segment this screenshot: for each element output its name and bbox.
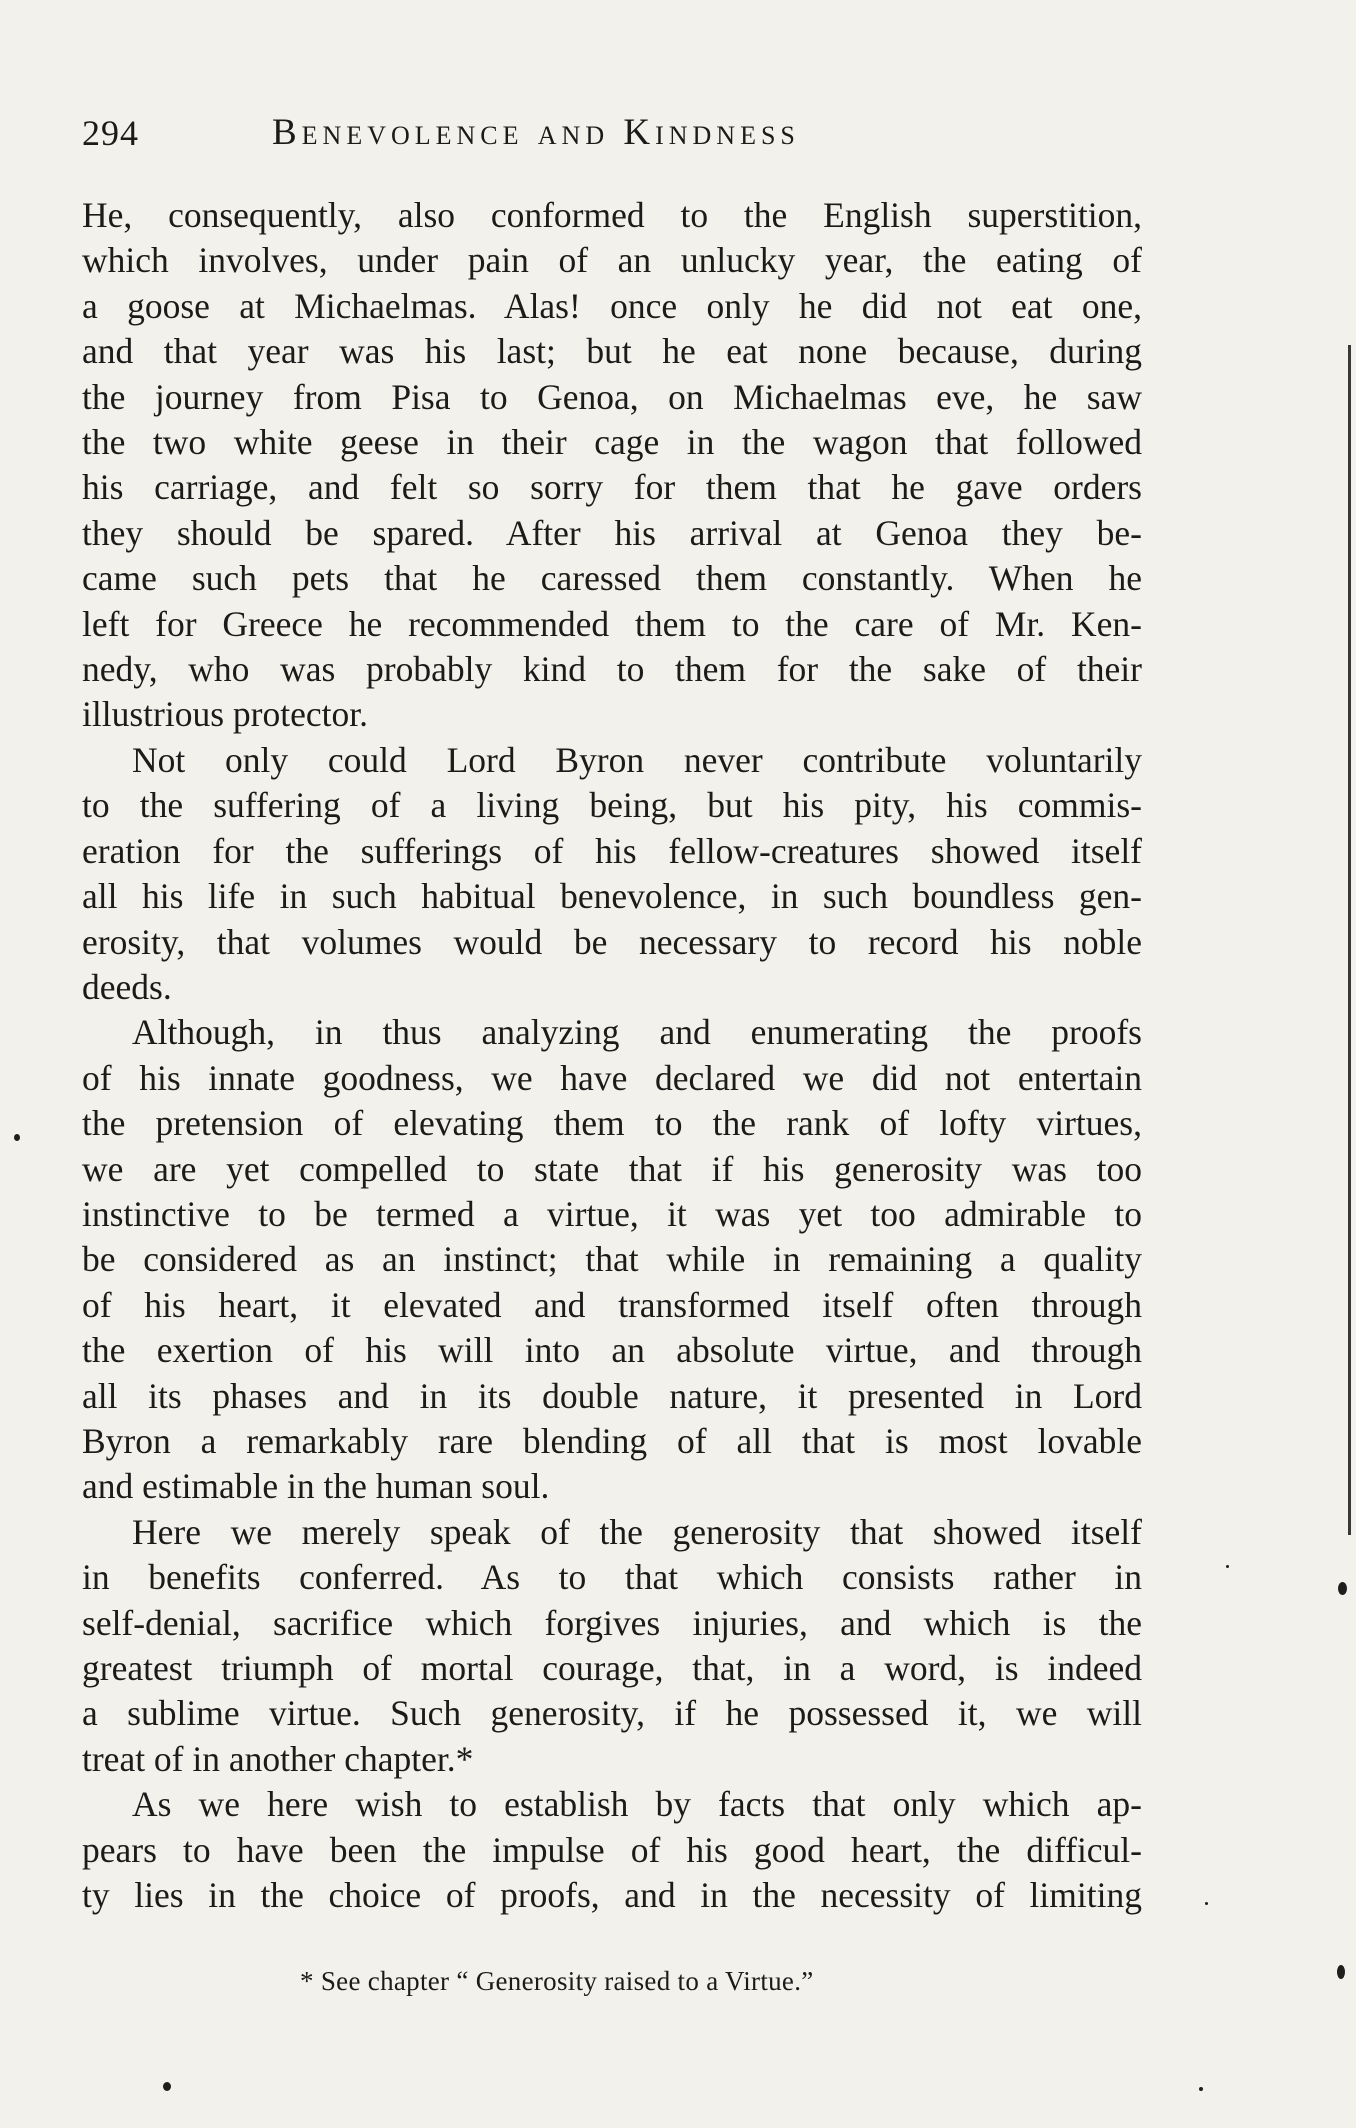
text-line: came such pets that he caressed them constantly. When he [82,558,1142,599]
text-line: the pretension of elevating them to the rank of lofty virtues, [82,1103,1142,1144]
text-line: eration for the sufferings of his fellow-creatures showed itself [82,830,1142,871]
text-line: Here we merely speak of the generosity that showed itself [132,1511,1142,1552]
running-title: Benevolence and Kindness [272,112,800,153]
text-line: his carriage, and felt so sorry for them that he gave orders [82,467,1142,508]
text-line: the journey from Pisa to Genoa, on Michaelmas eve, he saw [82,376,1142,417]
text-line: and that year was his last; but he eat none because, during [82,331,1142,372]
text-line: all his life in such habitual benevolence, in such boundless gen- [82,876,1142,917]
paragraph [82,1510,1142,1782]
text-line: instinctive to be termed a virtue, it was yet too admirable to [82,1193,1142,1234]
text-line: greatest triumph of mortal courage, that, in a word, is indeed [82,1648,1142,1688]
text-line: pears to have been the impulse of his good heart, the difficul- [82,1829,1142,1870]
page-number: 294 [82,113,139,153]
text-line: self-denial, sacrifice which forgives injuries, and which is the [82,1602,1142,1643]
ink-speck [1337,1965,1345,1979]
text-line: the exertion of his will into an absolute virtue, and through [82,1330,1142,1371]
text-line: treat of in another chapter.* [82,1738,474,1779]
ink-speck [1205,1902,1208,1905]
text-line: Although, in thus analyzing and enumerating the proofs [132,1012,1142,1053]
text-line: in benefits conferred. As to that which consists rather in [82,1557,1142,1598]
paragraph [82,1010,1142,1509]
running-head [82,108,1142,158]
text-line: be considered as an instinct; that while in remaining a quality [82,1239,1142,1280]
paragraph [82,193,1142,738]
text-line: As we here wish to establish by facts that only which ap- [132,1784,1142,1825]
text-line: deeds. [82,966,172,1007]
ink-speck [163,2082,171,2091]
text-line: nedy, who was probably kind to them for the sake of their [82,649,1142,690]
text-line: which involves, under pain of an unlucky year, the eating of [82,240,1142,281]
ink-speck [1199,2087,1203,2091]
ink-speck [1338,1582,1347,1595]
text-line: we are yet compelled to state that if his generosity was too [82,1148,1142,1189]
text-line: erosity, that volumes would be necessary to record his noble [82,921,1142,962]
footnote: * See chapter “ Generosity raised to a Virtue.” [300,1966,814,1996]
text-line: of his heart, it elevated and transformed itself often through [82,1284,1142,1325]
text-line: to the suffering of a living being, but his pity, his commis- [82,785,1142,826]
text-line: they should be spared. After his arrival at Genoa they be- [82,512,1142,553]
ink-speck [1226,1565,1229,1568]
paragraph [82,738,1142,1010]
text-line: Byron a remarkably rare blending of all that is most lovable [82,1420,1142,1461]
text-line: of his innate goodness, we have declared we did not entertain [82,1057,1142,1098]
text-line: ty lies in the choice of proofs, and in the necessity of limiting [82,1875,1142,1916]
text-line: a sublime virtue. Such generosity, if he possessed it, we will [82,1693,1142,1734]
text-line: a goose at Michaelmas. Alas! once only he did not eat one, [82,285,1142,326]
text-line: illustrious protector. [82,694,368,735]
text-line: He, consequently, also conformed to the English superstition, [82,195,1142,235]
text-line: all its phases and in its double nature, it presented in Lord [82,1375,1142,1416]
text-line: the two white geese in their cage in the wagon that followed [82,422,1142,463]
body-text [82,193,1142,1918]
ink-speck [14,1134,20,1141]
text-line: left for Greece he recommended them to the care of Mr. Ken- [82,603,1142,644]
text-line: Not only could Lord Byron never contribute voluntarily [132,739,1142,780]
page-edge-shadow [1348,345,1351,1535]
text-line: and estimable in the human soul. [82,1466,550,1507]
paragraph [82,1782,1142,1918]
